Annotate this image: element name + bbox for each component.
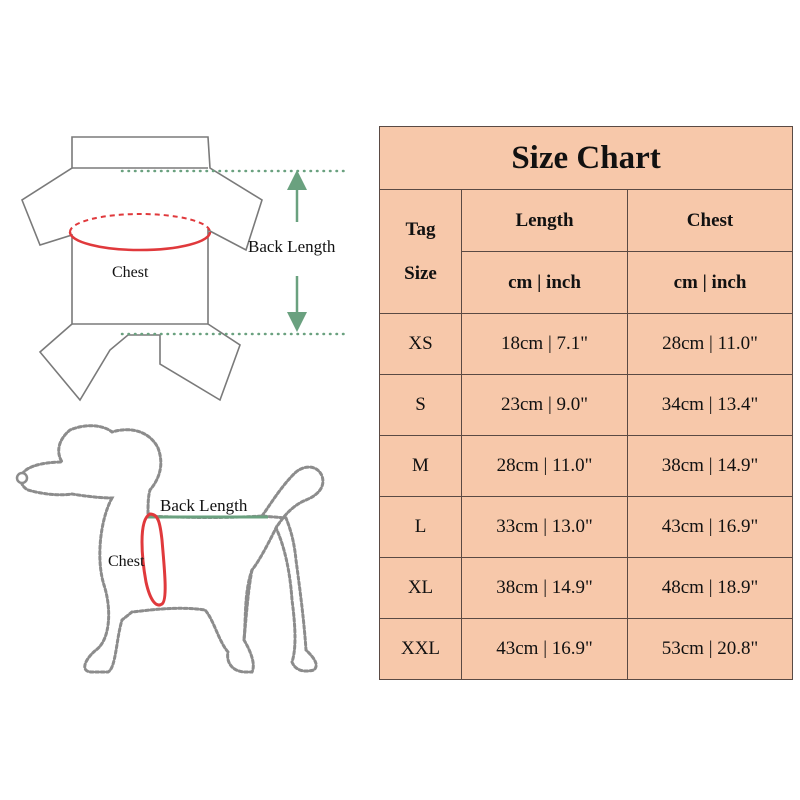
measurement-diagram [0, 0, 370, 800]
chest-cell: 28cm | 11.0" [628, 314, 793, 375]
size-tag-cell: M [380, 436, 462, 497]
table-row [380, 497, 793, 558]
length-cell: 28cm | 11.0" [462, 436, 628, 497]
length-cell: 33cm | 13.0" [462, 497, 628, 558]
size-tag-cell: L [380, 497, 462, 558]
tag-header-line-1: Tag [405, 218, 436, 240]
chest-cell: 53cm | 20.8" [628, 619, 793, 680]
size-tag-cell: XL [380, 558, 462, 619]
length-unit-header: cm | inch [462, 252, 628, 314]
size-tag-cell: XXL [380, 619, 462, 680]
dog-back-length-label: Back Length [160, 496, 248, 515]
dog-chest-label: Chest [108, 553, 145, 570]
table-row [380, 436, 793, 497]
table-row [380, 375, 793, 436]
table-row [380, 314, 793, 375]
dog-nose [17, 473, 27, 483]
chest-cell: 43cm | 16.9" [628, 497, 793, 558]
length-cell: 38cm | 14.9" [462, 558, 628, 619]
size-tag-cell: S [380, 375, 462, 436]
chest-cell: 34cm | 13.4" [628, 375, 793, 436]
chest-header: Chest [628, 190, 793, 252]
length-cell: 23cm | 9.0" [462, 375, 628, 436]
chest-cell: 48cm | 18.9" [628, 558, 793, 619]
length-header: Length [462, 190, 628, 252]
dog-outline [21, 426, 323, 672]
tag-size-header [380, 190, 462, 314]
chest-cell: 38cm | 14.9" [628, 436, 793, 497]
size-tag-cell: XS [380, 314, 462, 375]
length-cell: 18cm | 7.1" [462, 314, 628, 375]
table-row [380, 558, 793, 619]
tag-header-line-2: Size [404, 262, 437, 284]
table-row [380, 619, 793, 680]
shirt-back-length-label: Back Length [248, 237, 336, 256]
length-cell: 43cm | 16.9" [462, 619, 628, 680]
dog-chest-marker [142, 514, 165, 605]
shirt-chest-label: Chest [112, 264, 149, 281]
size-chart-table [379, 126, 793, 680]
size-chart-title: Size Chart [380, 127, 793, 190]
chest-unit-header: cm | inch [628, 252, 793, 314]
